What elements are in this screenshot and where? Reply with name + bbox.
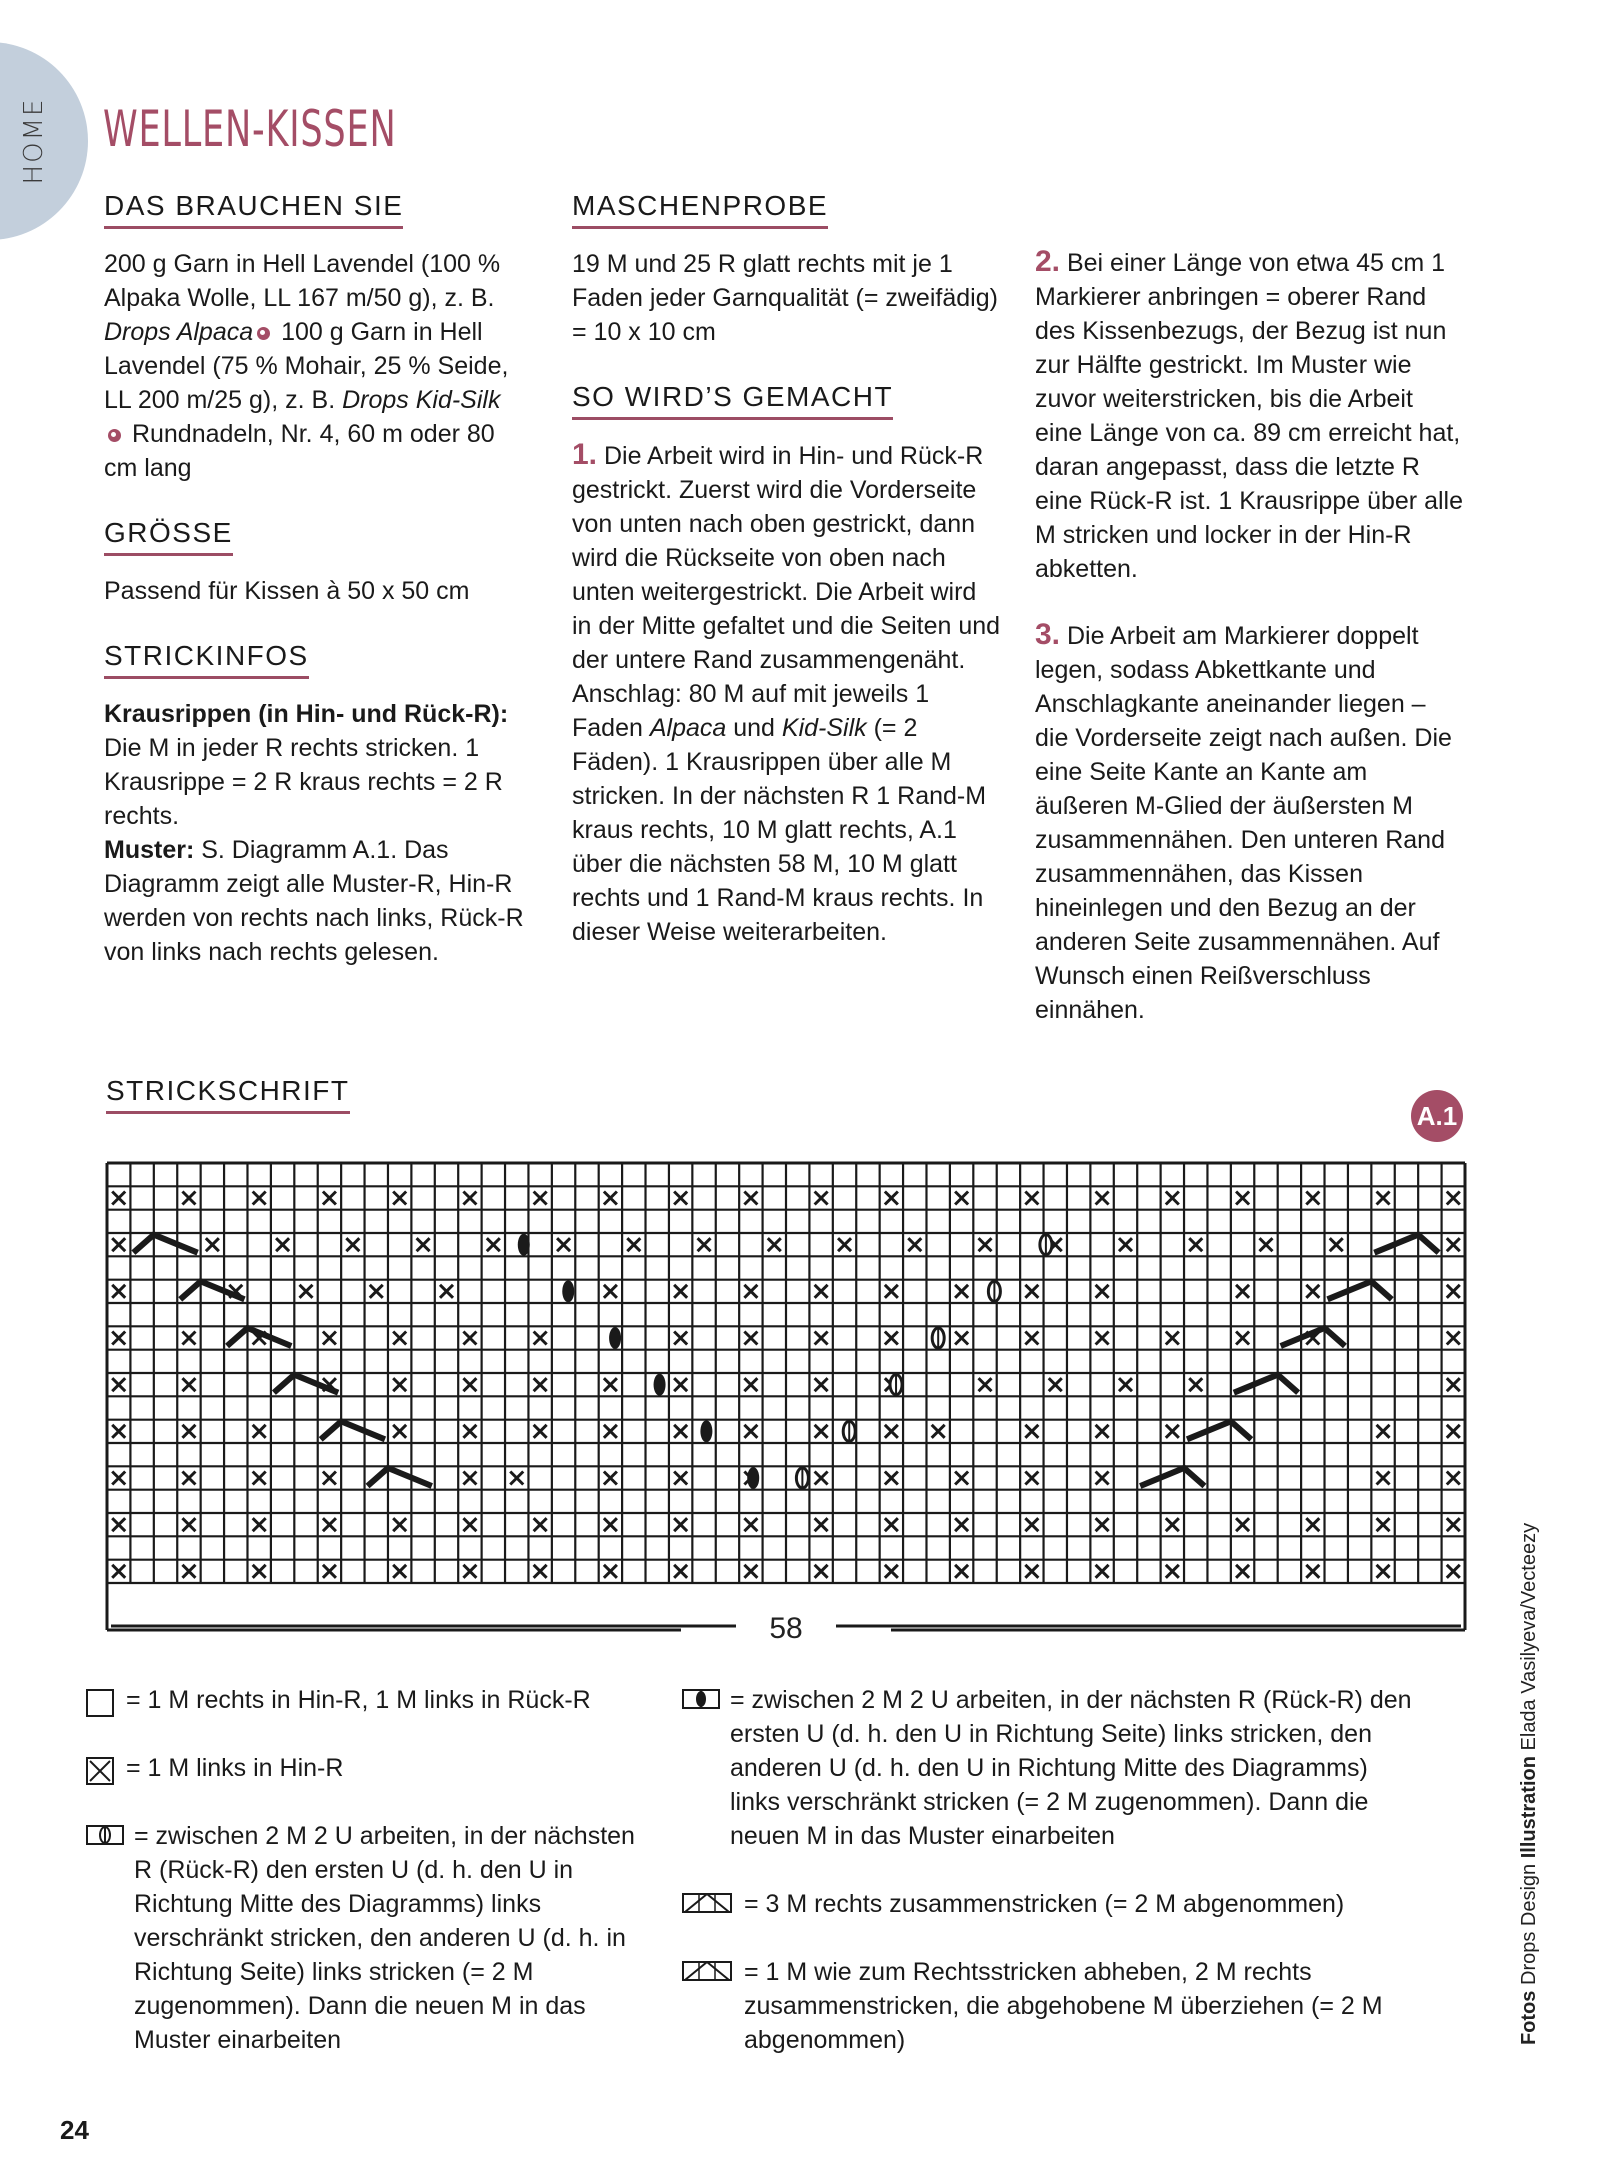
heading-so-wirds-gemacht: SO WIRD’S GEMACHT [572,381,893,420]
x-square-icon [86,1757,116,1787]
page-title: WELLEN-KISSEN [103,100,397,158]
k3tog-icon [682,1893,736,1915]
heading-maschenprobe: MASCHENPROBE [572,190,828,229]
materials-text: 200 g Garn in Hell Lavendel (100 % Alpaka Wolle, LL 167 m/50 g), z. B. Drops Alpaca 100 g Garn in Hell Lavendel (75 % Mohair, 25 % Seide, LL 200 m/25 g), z. B. Drops Kid-Silk Rundnadeln, Nr. 4, 60 m oder 80 cm lang [104,250,509,482]
gauge-text: 19 M und 25 R glatt rechts mit je 1 Faden jeder Garnqualität (= zweifädig) = 10 x 10 cm [572,250,998,346]
heading-strickinfos: STRICKINFOS [104,640,309,679]
sk2p-icon [682,1961,736,1983]
legend-item-knit: = 1 M rechts in Hin-R, 1 M links in Rück-R [86,1683,646,1717]
chart-width-label: 58 [769,1612,803,1645]
chart-badge: A.1 [1411,1090,1463,1142]
heading-groesse: GRÖSSE [104,517,233,556]
strickinfos-text: Krausrippen (in Hin- und Rück-R): Die M in jeder R rechts stricken. 1 Krausrippe = 2 R kraus rechts = 2 R rechts. Muster: S. Diagramm A.1. Das Diagramm zeigt alle Muster-R, Hin-R werden von rechts nach links, Rück-R von links nach rechts gelesen. [104,700,524,966]
yarn-over-filled-icon [682,1689,722,1711]
legend-item-sk2p: = 1 M wie zum Rechtsstricken abheben, 2 M rechts zusammenstricken, die abgehobene M überziehen (= 2 M abgenommen) [682,1955,1412,2057]
step-3-text: 3. Die Arbeit am Markierer doppelt legen, sodass Abkettkante und Anschlagkante aneinander liegen – die Vorderseite zeigt nach außen. Die eine Seite Kante an Kante am äußeren M-Glied der äußersten M zusammennähen. Den unteren Rand zusammennähen, das Kissen hineinlegen und den Bezug an der anderen Seite zusammennähen. Auf Wunsch einen Reißverschluss einnähen. [1035,618,1452,1024]
legend-item-yarn-over-filled: = zwischen 2 M 2 U arbeiten, in der nächsten R (Rück-R) den ersten U (d. h. den U in Richtung Seite) links stricken, den anderen U (d. h. den U in Richtung Mitte des Diagramms) links verschränkt stricken (= 2 M zugenommen). Dann die neuen M in das Muster einarbeiten [682,1683,1412,1853]
legend-item-k3tog: = 3 M rechts zusammenstricken (= 2 M abgenommen) [682,1887,1412,1921]
heading-strickschrift: STRICKSCHRIFT [106,1075,350,1114]
step-2-text: 2. Bei einer Länge von etwa 45 cm 1 Markierer anbringen = oberer Rand des Kissenbezugs, der Bezug ist nun zur Hälfte gestrickt. Im Muster wie zuvor weiterstricken, bis die Arbeit eine Länge von ca. 89 cm erreicht hat, daran angepasst, dass die letzte R eine Rück-R ist. 1 Krausrippe über alle M stricken und locker in der Hin-R abketten. [1035,245,1463,583]
yarn-over-open-icon [86,1825,126,1847]
empty-square-icon [86,1689,116,1719]
page-number: 24 [60,2115,89,2145]
legend-item-yarn-over-open: = zwischen 2 M 2 U arbeiten, in der nächsten R (Rück-R) den ersten U (d. h. den U in Richtung Mitte des Diagramms) links verschränkt stricken, den anderen U (d. h. in Richtung Seite) links stricken (= 2 M zugenommen). Dann die neuen M in das Muster einarbeiten [86,1819,646,2057]
heading-das-brauchen-sie: DAS BRAUCHEN SIE [104,190,403,229]
step-1-text: 1. Die Arbeit wird in Hin- und Rück-R gestrickt. Zuerst wird die Vorderseite von unten nach oben gestrickt, dann wird die Rückseite von oben nach unten weitergestrickt. Die Arbeit wird in der Mitte gefaltet und die Seiten und der untere Rand zusammengenäht. Anschlag: 80 M auf mit jeweils 1 Faden Alpaca und Kid-Silk (= 2 Fäden). 1 Krausrippen über alle M stricken. In der nächsten R 1 Rand-M kraus rechts, 10 M glatt rechts, A.1 über die nächsten 58 M, 10 M glatt rechts und 1 Rand-M kraus rechts. In dieser Weise weiterarbeiten. [572,438,1001,946]
size-text: Passend für Kissen à 50 x 50 cm [104,577,470,605]
brand-drops-kid-silk: Drops Kid-Silk [342,386,501,414]
legend-item-purl: = 1 M links in Hin-R [86,1751,646,1785]
photo-credit: Fotos Drops Design Illustration Elada Vasilyeva/Vecteezy [1518,1522,1540,2045]
section-tab-label: HOME [19,97,49,185]
brand-drops-alpaca: Drops Alpaca [104,318,254,346]
